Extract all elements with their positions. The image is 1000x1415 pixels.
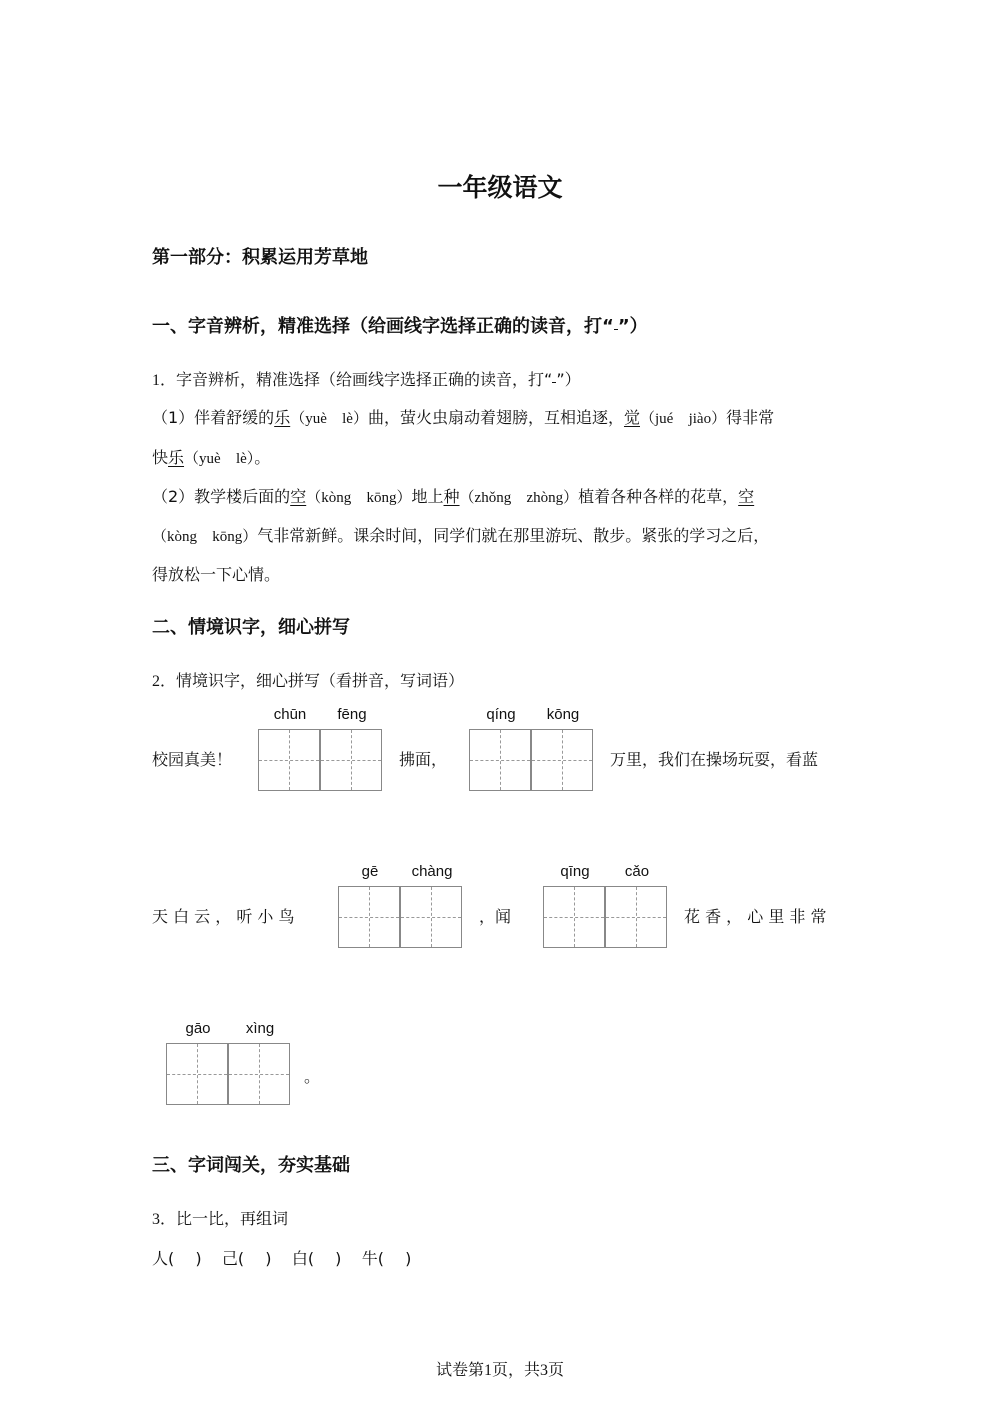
q2-row3-end: 。 (304, 1067, 321, 1086)
q1-p2-text: 得放松一下心情。 (152, 565, 281, 584)
page-footer: 试卷第1页，共3页 (435, 1362, 564, 1379)
pinyin-label: qīng (560, 863, 590, 880)
tianzige-box[interactable] (320, 729, 382, 791)
word-item[interactable]: 白( ) (291, 1249, 342, 1268)
q2-row2-text-a: 天 白 云 ， 听 小 鸟 (152, 907, 295, 926)
question-1-text-end: ”） (556, 370, 581, 389)
question-2-number: 2． (152, 673, 177, 690)
word-item[interactable]: 牛( ) (361, 1249, 412, 1268)
pinyin-label: qíng (486, 706, 516, 723)
page-title: 一年级语文 (437, 173, 563, 202)
word-item[interactable]: 己( ) (221, 1249, 272, 1268)
word-item[interactable]: 人( ) (152, 1249, 202, 1268)
pinyin-label: kōng (546, 706, 580, 723)
pinyin-option[interactable]: zhòng） (526, 490, 579, 506)
pinyin-option[interactable]: （kòng (152, 529, 198, 545)
pinyin-option[interactable]: （yuè (290, 411, 327, 427)
pinyin-label: gāo (185, 1020, 211, 1037)
question-3-number: 3． (152, 1211, 177, 1228)
q1-p1-line2 (152, 445, 270, 468)
question-2-prompt (152, 668, 464, 691)
q1-p2-line2 (152, 523, 769, 546)
part-heading: 第一部分：积累运用芳草地 (152, 247, 368, 268)
q1-p2-line1 (152, 484, 754, 507)
q1-p1-label: （1）伴着舒缓的 (152, 408, 275, 427)
pinyin-label: chàng (411, 863, 453, 880)
pinyin-label: cǎo (624, 863, 650, 880)
q1-p2-text: 气非常新鲜。课余时间，同学们就在那里游玩、散步。紧张的学习之后， (257, 526, 770, 545)
q2-row1-text-a: 校园真美！ (152, 750, 233, 769)
pinyin-option[interactable]: kōng） (366, 490, 412, 506)
pinyin-label: xìng (245, 1020, 275, 1037)
section-3-heading: 三、字词闯关，夯实基础 (152, 1155, 350, 1176)
pinyin-option[interactable]: kōng） (212, 529, 258, 545)
section-2-heading: 二、情境识字，细心拼写 (152, 617, 350, 638)
q1-p1-text: 得非常 (726, 408, 775, 427)
pinyin-option[interactable]: （jué (640, 411, 674, 427)
q2-row1-text-b: 拂面， (399, 750, 448, 769)
pinyin-option[interactable]: lè） (342, 411, 368, 427)
tianzige-box[interactable] (166, 1043, 228, 1105)
question-1-number: 1． (152, 372, 177, 389)
q2-row2-text-c: 花 香 ， 心 里 非 常 (684, 907, 827, 926)
tianzige-box[interactable] (400, 886, 462, 948)
underlined-char: 乐 (168, 448, 185, 467)
section-1-text: 一、字音辨析，精准选择（给画线字选择正确的读音，打“ (152, 316, 614, 337)
tianzige-box[interactable] (228, 1043, 290, 1105)
pinyin-label: chūn (273, 706, 307, 723)
tianzige-box[interactable] (543, 886, 605, 948)
q2-row2-text-b: ，闻 (479, 907, 512, 926)
pinyin-option[interactable]: lè） (235, 451, 255, 467)
q1-p2-text: 植着各种各样的花草， (578, 487, 739, 506)
q1-p2-line3 (152, 562, 280, 585)
underlined-char: 乐 (274, 408, 291, 427)
question-1-prompt (152, 367, 581, 390)
question-3-text: 比一比，再组词 (176, 1209, 289, 1228)
tianzige-box[interactable] (338, 886, 400, 948)
underlined-char: 空 (738, 487, 755, 506)
q2-row1-text-c: 万里，我们在操场玩耍，看蓝 (610, 750, 819, 769)
pinyin-option[interactable]: （zhǒng (459, 490, 512, 506)
underlined-char: 空 (290, 487, 307, 506)
pinyin-label: fēng (337, 706, 367, 723)
tianzige-box[interactable] (258, 729, 320, 791)
section-1-text-end: ”） (617, 316, 648, 337)
pinyin-option[interactable]: （kòng (306, 490, 352, 506)
question-1-text: 字音辨析，精准选择（给画线字选择正确的读音，打“ (176, 370, 553, 389)
q1-p1-line1 (152, 405, 774, 428)
underlined-char: 种 (443, 487, 460, 506)
underlined-char: 觉 (623, 408, 640, 427)
question-3-prompt (152, 1206, 288, 1229)
pinyin-option[interactable]: jiào） (688, 411, 727, 427)
section-1-heading (152, 312, 648, 338)
word-items (152, 1246, 411, 1269)
pinyin-label: gē (361, 863, 379, 880)
q1-p1-text: 曲，萤火虫扇动着翅膀，互相追逐， (367, 408, 624, 427)
pinyin-option[interactable]: （yuè (184, 451, 221, 467)
tianzige-box[interactable] (605, 886, 667, 948)
question-2-text: 情境识字，细心拼写（看拼音，写词语） (176, 671, 465, 690)
tianzige-box[interactable] (531, 729, 593, 791)
q1-p2-text: 地上 (411, 487, 444, 506)
q1-p2-label: （2）教学楼后面的 (152, 487, 291, 506)
q1-p1-text: 快 (152, 448, 169, 467)
q1-p1-text: 。 (254, 448, 271, 467)
tianzige-box[interactable] (469, 729, 531, 791)
